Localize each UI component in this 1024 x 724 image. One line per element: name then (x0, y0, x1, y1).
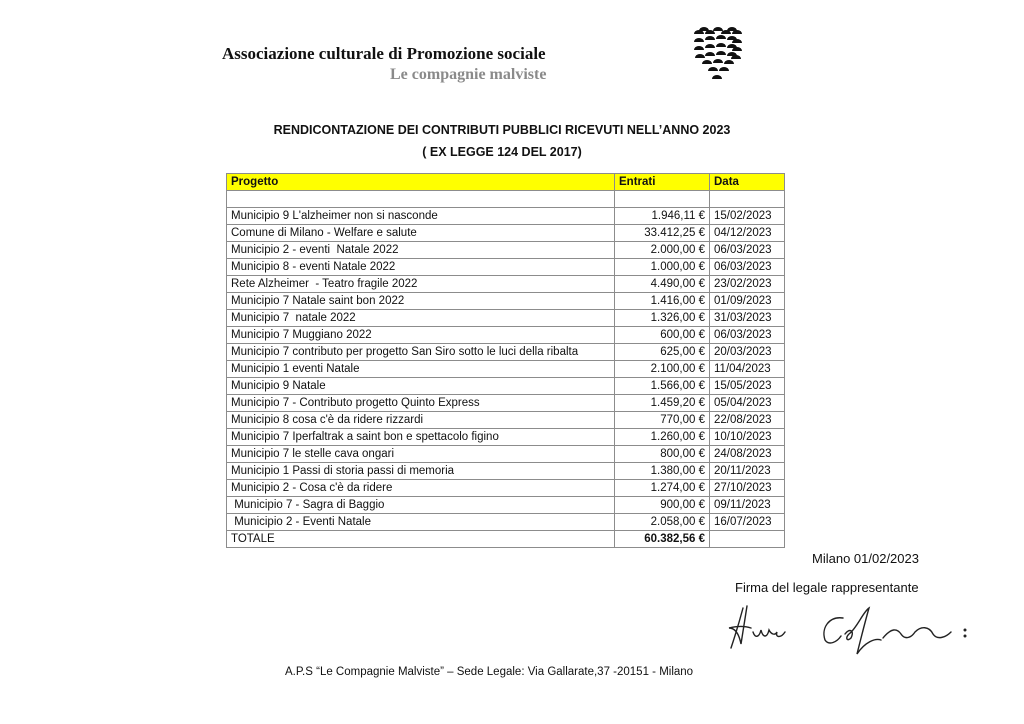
amount-cell: 1.566,00 € (615, 378, 710, 395)
project-cell: Municipio 7 - Contributo progetto Quinto Express (227, 395, 615, 412)
table-row (227, 412, 785, 429)
date-cell: 01/09/2023 (710, 293, 785, 310)
amount-cell: 770,00 € (615, 412, 710, 429)
amount-cell: 900,00 € (615, 497, 710, 514)
signature-label: Firma del legale rappresentante (735, 580, 919, 595)
date-cell: 04/12/2023 (710, 225, 785, 242)
date-cell: 15/02/2023 (710, 208, 785, 225)
date-cell: 24/08/2023 (710, 446, 785, 463)
amount-cell: 1.416,00 € (615, 293, 710, 310)
date-cell: 31/03/2023 (710, 310, 785, 327)
document-subtitle: ( EX LEGGE 124 DEL 2017) (422, 145, 582, 159)
date-cell: 06/03/2023 (710, 242, 785, 259)
column-header-entrati: Entrati (615, 174, 710, 191)
project-cell: Rete Alzheimer - Teatro fragile 2022 (227, 276, 615, 293)
amount-cell: 1.459,20 € (615, 395, 710, 412)
date-cell: 16/07/2023 (710, 514, 785, 531)
table-row (227, 191, 785, 208)
date-cell: 06/03/2023 (710, 327, 785, 344)
table-row (227, 395, 785, 412)
table-row (227, 242, 785, 259)
project-cell: Municipio 7 - Sagra di Baggio (227, 497, 615, 514)
document-title: RENDICONTAZIONE DEI CONTRIBUTI PUBBLICI RICEVUTI NELL’ANNO 2023 (273, 123, 731, 137)
date-cell: 15/05/2023 (710, 378, 785, 395)
place-date: Milano 01/02/2023 (812, 551, 919, 566)
project-cell (227, 191, 615, 208)
amount-cell: 2.000,00 € (615, 242, 710, 259)
project-cell: Municipio 8 cosa c'è da ridere rizzardi (227, 412, 615, 429)
amount-cell: 625,00 € (615, 344, 710, 361)
date-cell: 27/10/2023 (710, 480, 785, 497)
project-cell: Municipio 2 - Eventi Natale (227, 514, 615, 531)
amount-cell: 1.380,00 € (615, 463, 710, 480)
amount-cell: 1.274,00 € (615, 480, 710, 497)
total-label: TOTALE (227, 531, 615, 548)
table-row (227, 310, 785, 327)
amount-cell: 1.000,00 € (615, 259, 710, 276)
table-row (227, 446, 785, 463)
org-title: Associazione culturale di Promozione sociale (222, 44, 546, 63)
table-row (227, 463, 785, 480)
date-cell: 22/08/2023 (710, 412, 785, 429)
column-header-progetto: Progetto (227, 174, 615, 191)
project-cell: Municipio 7 natale 2022 (227, 310, 615, 327)
amount-cell (615, 191, 710, 208)
table-row (227, 259, 785, 276)
date-cell: 09/11/2023 (710, 497, 785, 514)
table-row (227, 480, 785, 497)
amount-cell: 800,00 € (615, 446, 710, 463)
amount-cell: 2.058,00 € (615, 514, 710, 531)
project-cell: Municipio 7 Natale saint bon 2022 (227, 293, 615, 310)
project-cell: Municipio 7 le stelle cava ongari (227, 446, 615, 463)
contributions-table (226, 173, 785, 548)
project-cell: Municipio 1 eventi Natale (227, 361, 615, 378)
amount-cell: 4.490,00 € (615, 276, 710, 293)
total-row (227, 531, 785, 548)
table-row (227, 344, 785, 361)
amount-cell: 2.100,00 € (615, 361, 710, 378)
project-cell: Municipio 2 - Cosa c'è da ridere (227, 480, 615, 497)
total-date (710, 531, 785, 548)
footer-address: A.P.S “Le Compagnie Malviste” – Sede Legale: Via Gallarate,37 -20151 - Milano (285, 666, 694, 678)
table-row (227, 276, 785, 293)
project-cell: Comune di Milano - Welfare e salute (227, 225, 615, 242)
project-cell: Municipio 9 Natale (227, 378, 615, 395)
table-row (227, 378, 785, 395)
date-cell (710, 191, 785, 208)
date-cell: 05/04/2023 (710, 395, 785, 412)
signature-image (725, 598, 980, 658)
org-subtitle: Le compagnie malviste (390, 66, 547, 83)
table-row (227, 225, 785, 242)
table-row (227, 327, 785, 344)
table-row (227, 361, 785, 378)
date-cell: 20/03/2023 (710, 344, 785, 361)
date-cell: 20/11/2023 (710, 463, 785, 480)
project-cell: Municipio 7 Muggiano 2022 (227, 327, 615, 344)
amount-cell: 1.260,00 € (615, 429, 710, 446)
amount-cell: 600,00 € (615, 327, 710, 344)
table-row (227, 514, 785, 531)
amount-cell: 1.326,00 € (615, 310, 710, 327)
date-cell: 11/04/2023 (710, 361, 785, 378)
column-header-data: Data (710, 174, 785, 191)
project-cell: Municipio 8 - eventi Natale 2022 (227, 259, 615, 276)
project-cell: Municipio 7 Iperfaltrak a saint bon e spettacolo figino (227, 429, 615, 446)
date-cell: 10/10/2023 (710, 429, 785, 446)
total-value: 60.382,56 € (615, 531, 710, 548)
table-row (227, 293, 785, 310)
date-cell: 06/03/2023 (710, 259, 785, 276)
project-cell: Municipio 1 Passi di storia passi di memoria (227, 463, 615, 480)
amount-cell: 1.946,11 € (615, 208, 710, 225)
grape-cluster-icon (692, 22, 744, 82)
table-row (227, 497, 785, 514)
table-row (227, 429, 785, 446)
project-cell: Municipio 2 - eventi Natale 2022 (227, 242, 615, 259)
date-cell: 23/02/2023 (710, 276, 785, 293)
table-row (227, 208, 785, 225)
amount-cell: 33.412,25 € (615, 225, 710, 242)
project-cell: Municipio 9 L'alzheimer non si nasconde (227, 208, 615, 225)
project-cell: Municipio 7 contributo per progetto San Siro sotto le luci della ribalta (227, 344, 615, 361)
table-header-row (227, 174, 785, 191)
